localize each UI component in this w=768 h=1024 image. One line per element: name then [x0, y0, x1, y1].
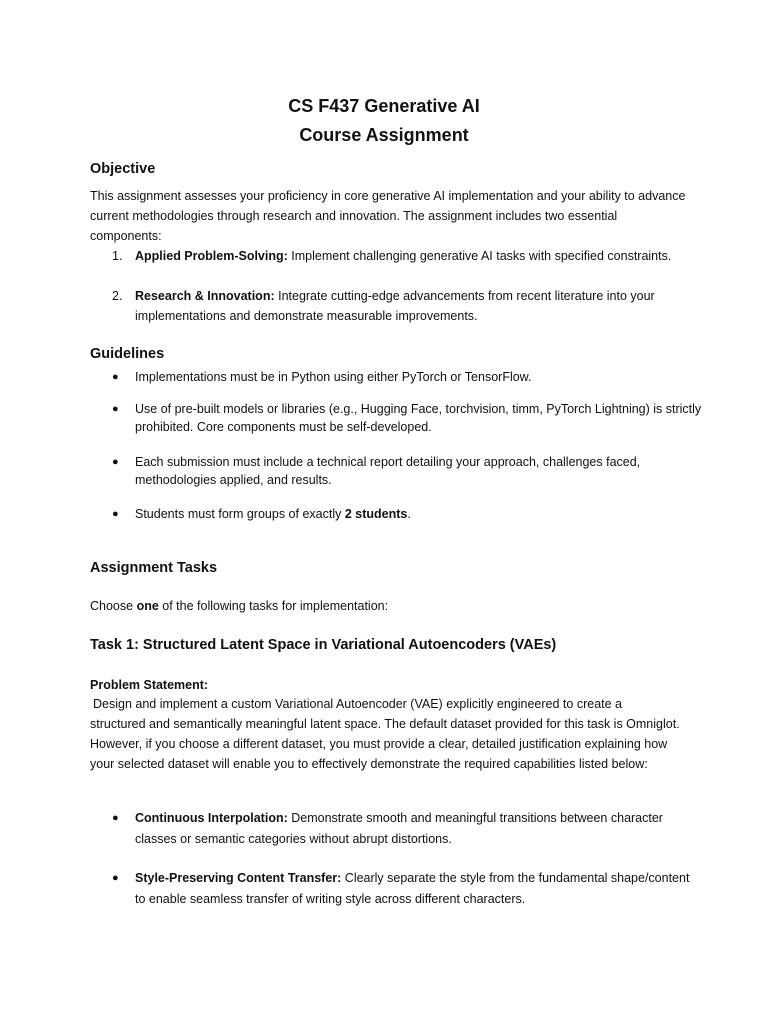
objective-intro: This assignment assesses your proficiency in core generative AI implementation and your ability to advance current methodologies through research and innovation. The assignment includes two essential components:: [90, 189, 686, 243]
objective-item-text: Integrate cutting-edge advancements from recent literature into your implementations and demonstrate measurable improvements.: [135, 289, 655, 323]
tasks-instruction-pre: Choose: [90, 599, 137, 613]
objective-item-title: Applied Problem-Solving:: [135, 249, 288, 263]
requirement-text: Demonstrate smooth and meaningful transitions between character classes or semantic categories without abrupt distortions.: [135, 811, 663, 846]
bullet-icon: ●: [112, 812, 119, 824]
objective-item-title: Research & Innovation:: [135, 289, 275, 303]
bullet-icon: ●: [112, 456, 119, 468]
tasks-instruction-emphasis: one: [136, 599, 159, 613]
guidelines-heading: Guidelines: [90, 346, 165, 362]
guideline-item: [112, 454, 702, 489]
objective-item: [112, 286, 702, 326]
bullet-icon: ●: [112, 403, 119, 415]
requirement-title: Style-Preserving Content Transfer:: [135, 871, 342, 885]
task-requirement-item: [112, 868, 702, 910]
guideline-text-end: .: [407, 507, 411, 521]
task-requirement-item: [112, 808, 702, 850]
task1-heading: Task 1: Structured Latent Space in Variational Autoencoders (VAEs): [90, 637, 557, 653]
bullet-icon: ●: [112, 371, 119, 383]
requirement-text: Clearly separate the style from the fundamental shape/content to enable seamless transfer of writing style across different characters.: [135, 871, 690, 906]
objective-item-text: Implement challenging generative AI tasks with specified constraints.: [287, 249, 672, 263]
list-number: 2.: [112, 289, 123, 303]
guideline-emphasis: 2 students: [344, 507, 408, 521]
guideline-item: [112, 401, 702, 436]
guideline-text: Implementations must be in Python using either PyTorch or TensorFlow.: [135, 370, 532, 384]
guideline-text: Each submission must include a technical report detailing your approach, challenges faced, methodologies applied, and results.: [135, 455, 641, 487]
document-title: CS F437 Generative AI: [288, 96, 480, 116]
guideline-item: [112, 506, 702, 524]
list-number: 1.: [112, 249, 123, 263]
document-subtitle: Course Assignment: [299, 125, 469, 145]
objective-item: [112, 246, 702, 266]
tasks-heading: Assignment Tasks: [90, 560, 218, 576]
tasks-instruction: [90, 596, 690, 616]
objective-heading: Objective: [90, 161, 156, 177]
problem-statement-text: Design and implement a custom Variational Autoencoder (VAE) explicitly engineered to create a structured and semantically meaningful latent space. The default dataset provided for this task is Omniglot. However, if you choose a different dataset, you must provide a clear, detailed justification explaining how your selected dataset will enable you to effectively demonstrate the required capabilities listed below:: [90, 697, 680, 771]
guideline-text: Students must form groups of exactly: [135, 507, 345, 521]
guideline-text: Use of pre-built models or libraries (e.g., Hugging Face, torchvision, timm, PyTorch Lightning) is strictly prohibited. Core components must be self-developed.: [135, 402, 702, 434]
tasks-instruction-post: of the following tasks for implementation:: [158, 599, 389, 613]
bullet-icon: ●: [112, 872, 119, 884]
problem-statement-label: Problem Statement:: [90, 678, 209, 692]
requirement-title: Continuous Interpolation:: [135, 811, 288, 825]
bullet-icon: ●: [112, 508, 119, 520]
guideline-item: [112, 369, 702, 387]
